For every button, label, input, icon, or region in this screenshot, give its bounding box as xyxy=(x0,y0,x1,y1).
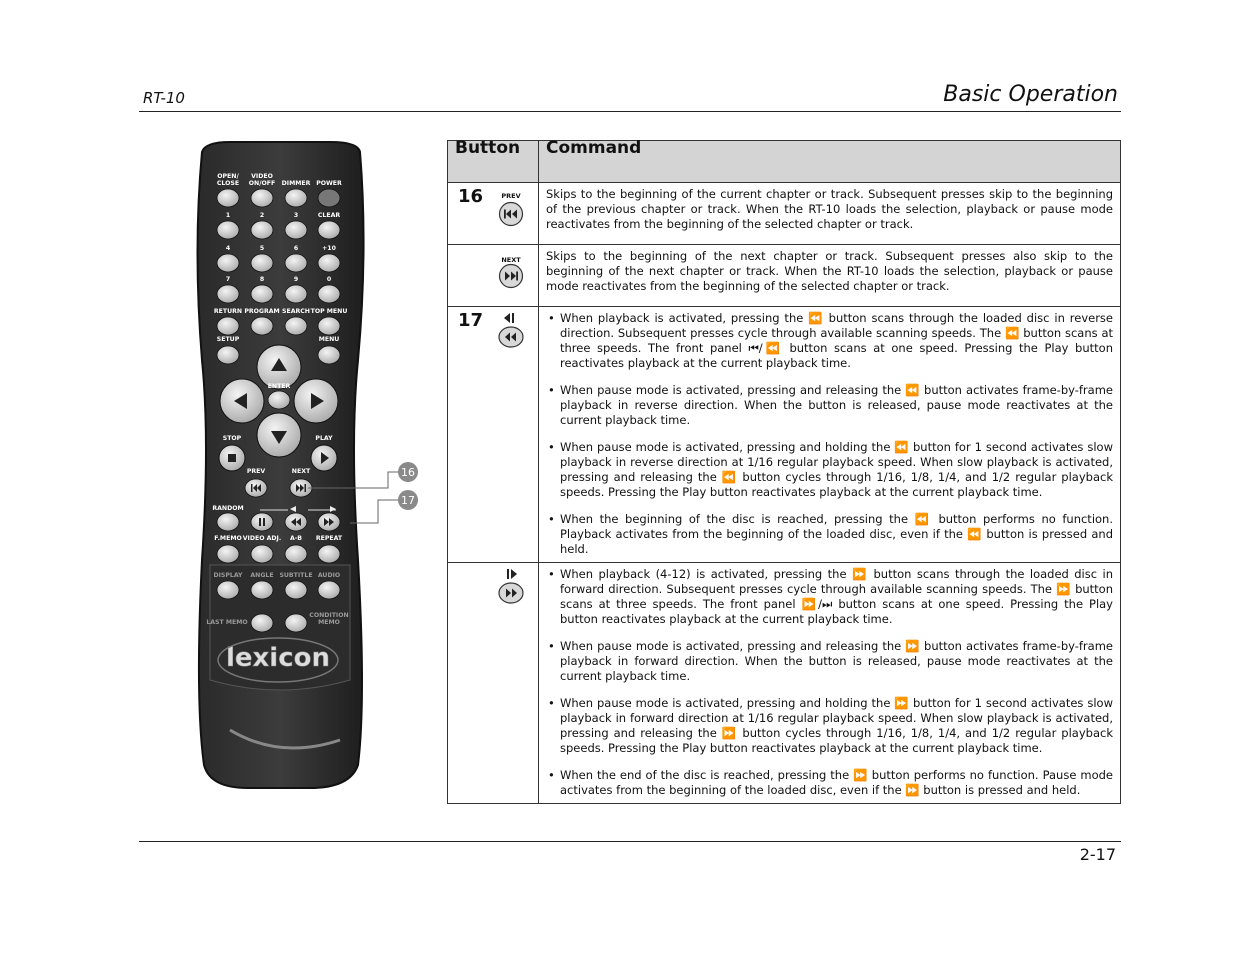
callout-16-label: 16 xyxy=(401,466,415,479)
table-row xyxy=(448,563,1121,804)
remote-label: CONDITION xyxy=(309,612,349,619)
remote-button xyxy=(318,285,340,303)
remote-button xyxy=(217,346,239,364)
remote-button xyxy=(318,254,340,272)
button-cell-next xyxy=(448,245,539,307)
remote-button xyxy=(285,221,307,239)
list-item: • When pause mode is activated, pressing and releasing the ⏩ button activates frame-by-frame playback in forward direction. When the button is released, pause mode reactivates at the current playback time. xyxy=(546,639,1113,684)
remote-label: 9 xyxy=(293,276,299,283)
remote-button xyxy=(251,545,273,563)
remote-label: +10 xyxy=(322,245,336,252)
reverse-scan-icon xyxy=(498,326,524,348)
remote-label: ON/OFF xyxy=(248,180,276,187)
remote-button xyxy=(285,317,307,335)
remote-button xyxy=(251,254,273,272)
remote-button xyxy=(251,581,273,599)
remote-button xyxy=(318,545,340,563)
button-cell-reverse xyxy=(448,307,539,563)
callout-16-line xyxy=(308,472,398,488)
callout-17-line xyxy=(350,500,398,523)
pause-icon xyxy=(263,518,265,526)
remote-label: VIDEO xyxy=(251,173,273,180)
remote-label: PREV xyxy=(246,468,266,475)
slow-forward-icon xyxy=(505,568,519,580)
remote-button xyxy=(318,581,340,599)
remote-label: CLOSE xyxy=(216,180,240,187)
remote-label: PLAY xyxy=(315,435,333,442)
remote-button xyxy=(285,614,307,632)
callout-17-label: 17 xyxy=(401,494,415,507)
remote-label: AUDIO xyxy=(317,572,341,579)
remote-label: SUBTITLE xyxy=(279,572,313,579)
row-number: 17 xyxy=(458,310,484,331)
reverse-bullet-list xyxy=(546,311,1113,557)
button-cell-prev xyxy=(448,183,539,245)
next-label: NEXT xyxy=(501,256,521,264)
prev-icon xyxy=(251,484,253,492)
remote-button xyxy=(285,189,307,207)
remote-button xyxy=(217,581,239,599)
remote-button xyxy=(285,581,307,599)
stop-icon xyxy=(228,454,236,462)
header-title: Basic Operation xyxy=(943,82,1118,107)
remote-brand-logo: lexicon xyxy=(225,643,331,673)
remote-button xyxy=(251,614,273,632)
enter-button xyxy=(268,391,290,409)
remote-label: A-B xyxy=(289,535,303,542)
remote-button xyxy=(217,545,239,563)
list-item: • When playback is activated, pressing the ⏪ button scans through the loaded disc in reverse direction. Subsequent presses cycle through available scanning speeds. The ⏪ button scans at three speeds. The front panel ⏮/⏪ button scans at one speed. Pressing the Play button reactivates playback at the current playback time. xyxy=(546,311,1113,371)
remote-label: F.MEMO xyxy=(214,535,242,542)
remote-label: OPEN/ xyxy=(217,173,239,180)
prev-icon xyxy=(498,201,524,227)
remote-label: DIMMER xyxy=(281,180,311,187)
table-row xyxy=(448,245,1121,307)
list-item: • When pause mode is activated, pressing and releasing the ⏪ button activates frame-by-frame playback in reverse direction. When the button is released, pause mode reactivates at the current playback time. xyxy=(546,383,1113,428)
command-text-prev: Skips to the beginning of the current chapter or track. Subsequent presses skip to the beginning of the previous chapter or track. When the RT-10 loads the selection, playback or pause mode reactivates from the beginning of the selected chapter or track. xyxy=(539,183,1121,245)
remote-button xyxy=(318,221,340,239)
list-item: • When the beginning of the disc is reached, pressing the ⏪ button performs no function. Playback activates from the beginning of the loaded disc, even if the ⏪ button is pressed and held. xyxy=(546,512,1113,557)
list-item: • When pause mode is activated, pressing and holding the ⏩ button for 1 second activates slow playback in forward direction at 1/16 regular playback speed. When slow playback is activated, pressing and releasing the ⏩ button cycles through 1/16, 1/8, 1/4, and 1/2 regular playback speeds. Pressing the Play button reactivates playback at the current playback time. xyxy=(546,696,1113,756)
remote-button xyxy=(318,317,340,335)
remote-label: DISPLAY xyxy=(213,572,243,579)
remote-label: CLEAR xyxy=(317,212,341,219)
random-button xyxy=(217,513,239,531)
remote-button xyxy=(251,189,273,207)
remote-label: LAST MEMO xyxy=(206,619,248,626)
table-row xyxy=(448,183,1121,245)
row-number: 16 xyxy=(458,186,484,207)
command-table xyxy=(447,140,1121,804)
remote-label: MEMO xyxy=(318,619,340,626)
forward-scan-icon xyxy=(498,582,524,604)
remote-button xyxy=(285,254,307,272)
table-row xyxy=(448,307,1121,563)
column-header-button: Button xyxy=(448,141,539,183)
remote-label: SETUP xyxy=(216,336,240,343)
remote-label: SEARCH xyxy=(282,308,310,315)
remote-label: MENU xyxy=(318,336,340,343)
slow-reverse-icon xyxy=(502,312,516,324)
remote-button xyxy=(285,285,307,303)
remote-label: ENTER xyxy=(267,383,291,390)
remote-label: REPEAT xyxy=(315,535,343,542)
button-cell-forward xyxy=(448,563,539,804)
remote-label: STOP xyxy=(222,435,242,442)
remote-label: 4 xyxy=(225,245,231,252)
remote-button xyxy=(285,545,307,563)
remote-label: 7 xyxy=(225,276,231,283)
remote-button xyxy=(251,317,273,335)
list-item: • When playback (4-12) is activated, pressing the ⏩ button scans through the loaded disc in forward direction. Subsequent presses cycle through available scanning speeds. The ⏩ button scans at three speeds. The front panel ⏩/⏭ button scans at one speed. Pressing the Play button reactivates playback at the current playback time. xyxy=(546,567,1113,627)
remote-label: VIDEO ADJ. xyxy=(242,535,282,542)
remote-label: TOP MENU xyxy=(310,308,348,315)
forward-bullet-list xyxy=(546,567,1113,798)
remote-button xyxy=(251,285,273,303)
command-text-forward xyxy=(539,563,1121,804)
remote-label: 8 xyxy=(259,276,265,283)
callout-overlay xyxy=(300,460,425,530)
header-model: RT-10 xyxy=(143,89,185,107)
command-text-reverse xyxy=(539,307,1121,563)
remote-button xyxy=(217,254,239,272)
table-header-row xyxy=(448,141,1121,183)
remote-label: 6 xyxy=(293,245,299,252)
remote-button xyxy=(217,317,239,335)
remote-button xyxy=(217,285,239,303)
remote-label: PROGRAM xyxy=(244,308,280,315)
remote-button xyxy=(217,221,239,239)
column-header-command: Command xyxy=(539,141,1121,183)
remote-label: RETURN xyxy=(213,308,243,315)
list-item: • When pause mode is activated, pressing and holding the ⏪ button for 1 second activates slow playback in reverse direction at 1/16 regular playback speed. When slow playback is activated, pressing and releasing the ⏪ button cycles through 1/16, 1/8, 1/4, and 1/2 regular playback speeds. Pressing the Play button reactivates playback at the current playback time. xyxy=(546,440,1113,500)
remote-label: NEXT xyxy=(291,468,311,475)
remote-label: 2 xyxy=(259,212,265,219)
list-item: • When the end of the disc is reached, pressing the ⏩ button performs no function. Pause mode activates from the beginning of the loaded disc, even if the ⏩ button is pressed and held. xyxy=(546,768,1113,798)
remote-label: 1 xyxy=(225,212,231,219)
remote-button xyxy=(217,189,239,207)
page-number: 2-17 xyxy=(1079,845,1116,864)
pause-icon xyxy=(259,518,261,526)
remote-label: RANDOM xyxy=(212,505,244,512)
remote-button xyxy=(251,221,273,239)
prev-label: PREV xyxy=(501,192,521,200)
pause-button xyxy=(251,513,273,531)
command-text-next: Skips to the beginning of the next chapter or track. Subsequent presses also skip to the beginning of the next chapter or track. When the RT-10 loads the selection, playback or pause mode reactivates from the beginning of the selected chapter or track. xyxy=(539,245,1121,307)
next-icon xyxy=(498,263,524,289)
remote-label: 0 xyxy=(326,276,332,283)
remote-label: 3 xyxy=(293,212,299,219)
remote-label: POWER xyxy=(316,180,342,187)
remote-button xyxy=(318,346,340,364)
remote-label: 5 xyxy=(259,245,265,252)
header-rule xyxy=(139,111,1121,112)
remote-label: ANGLE xyxy=(250,572,274,579)
remote-button xyxy=(318,189,340,207)
footer-rule xyxy=(139,841,1121,842)
